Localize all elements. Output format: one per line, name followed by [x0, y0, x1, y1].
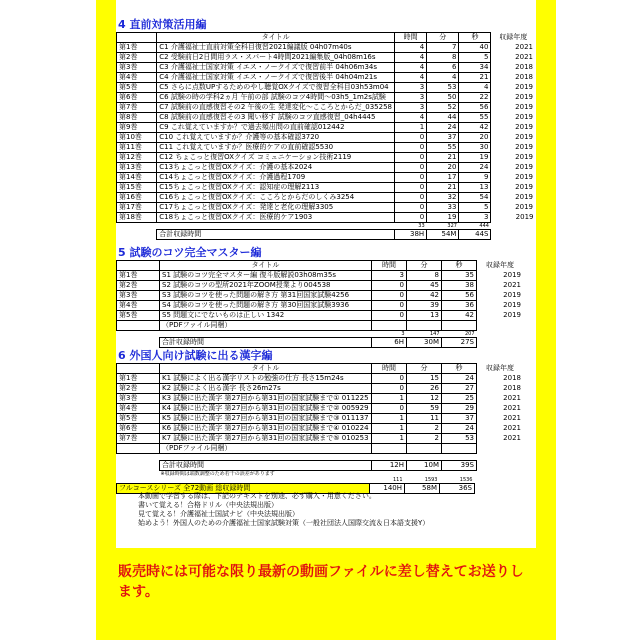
- table-header: [117, 261, 524, 271]
- volume-label: 第4巻: [117, 404, 160, 414]
- seconds-cell: 27: [442, 384, 477, 394]
- table-row: [117, 444, 524, 454]
- video-title: C1 介護福祉士直前対策全科目復習2021編議版 04h07m40s: [157, 43, 395, 53]
- hours-cell: 1: [395, 123, 427, 133]
- hours-cell: 4: [395, 43, 427, 53]
- minutes-cell: 4: [427, 73, 459, 83]
- minutes-cell: [407, 444, 442, 454]
- seconds-cell: 5: [459, 53, 491, 63]
- year-cell: 2019: [515, 203, 533, 211]
- year-cell: 2021: [503, 394, 521, 402]
- seconds-cell: 36: [442, 301, 477, 311]
- minutes-cell: 32: [427, 193, 459, 203]
- header-year: 収録年度: [477, 364, 524, 374]
- year-cell: 2019: [503, 291, 521, 299]
- seconds-cell: [442, 321, 477, 331]
- total-label: 合計収録時間: [160, 461, 372, 471]
- total-s: 27S: [442, 338, 477, 348]
- volume-label: 第4巻: [117, 73, 157, 83]
- minutes-cell: 24: [427, 123, 459, 133]
- grand-total-h: 140H: [370, 484, 405, 494]
- table-row: [117, 384, 524, 394]
- seconds-cell: 56: [459, 103, 491, 113]
- volume-label: 第7巻: [117, 434, 160, 444]
- year-cell: 2019: [515, 183, 533, 191]
- video-title: C11 これ覚えていますか？医療的ケアの直前確認5530: [157, 143, 395, 153]
- video-title: （PDFファイル同梱）: [160, 444, 372, 454]
- video-title: K3 試験に出た漢字 第27回から第31回の国家試験まで① 011225: [160, 394, 372, 404]
- header-s: 秒: [442, 261, 477, 271]
- volume-label: 第10巻: [117, 133, 157, 143]
- table-row: [117, 113, 536, 123]
- document-page: [116, 0, 536, 548]
- video-title: C5 さらに点数UPするためのやし聴覚OXクイズで復習全科目03h53m04: [157, 83, 395, 93]
- table-row: [117, 43, 536, 53]
- grand-subtotal-m: 1593: [424, 477, 438, 483]
- seconds-cell: 25: [442, 394, 477, 404]
- hours-cell: 0: [372, 301, 407, 311]
- minutes-cell: 11: [407, 414, 442, 424]
- year-cell: 2021: [503, 424, 521, 432]
- total-h: 12H: [372, 461, 407, 471]
- header-m: 分: [407, 261, 442, 271]
- seconds-cell: 9: [459, 173, 491, 183]
- note-line: 本動画で学習する際は、下記のテキストを別途、必ず購入・用意ください。: [138, 492, 376, 500]
- total-s: 39S: [442, 461, 477, 471]
- subtotal-row: [117, 223, 536, 230]
- year-cell: 2019: [515, 123, 533, 131]
- total-m: 30M: [407, 338, 442, 348]
- volume-label: 第2巻: [117, 53, 157, 63]
- hours-cell: 4: [395, 73, 427, 83]
- year-cell: [477, 444, 524, 454]
- year-cell: 2019: [515, 213, 534, 221]
- table-row: [117, 123, 536, 133]
- table-row: [117, 163, 536, 173]
- seconds-cell: 4: [459, 83, 491, 93]
- hours-cell: 1: [372, 394, 407, 404]
- total-row: [117, 338, 524, 348]
- total-h: 6H: [372, 338, 407, 348]
- volume-label: 第1巻: [117, 271, 160, 281]
- volume-label: 第4巻: [117, 301, 160, 311]
- seconds-cell: 38: [442, 281, 477, 291]
- video-title: C8 試験前の直感復習その3 聞い移す 試験のコツ直感復習_04h4445: [157, 113, 395, 123]
- header-m: 分: [407, 364, 442, 374]
- video-title: C3 介護福祉士国家対策 イエス・ノークイズで復習前半 04h06m34s: [157, 63, 395, 73]
- seconds-cell: 40: [459, 43, 491, 53]
- year-cell: 2021: [503, 414, 521, 422]
- subtotal-h: [372, 454, 407, 461]
- minutes-cell: 39: [407, 301, 442, 311]
- table-row: [117, 394, 524, 404]
- header-s: 秒: [442, 364, 477, 374]
- hours-cell: 3: [395, 93, 427, 103]
- video-title: （PDFファイル同梱）: [160, 321, 372, 331]
- notes: [138, 492, 556, 528]
- minutes-cell: 45: [407, 281, 442, 291]
- section-table: [116, 363, 524, 471]
- year-cell: 2019: [515, 83, 533, 91]
- hours-cell: 1: [372, 424, 407, 434]
- table-row: [117, 301, 524, 311]
- seconds-cell: 55: [459, 113, 491, 123]
- grand-total-table: [116, 471, 475, 494]
- k-note: ※収録時間は端数調整のため若干の誤差があります: [160, 471, 275, 477]
- minutes-cell: 8: [407, 271, 442, 281]
- grand-subtotal-h: 111: [392, 477, 403, 483]
- video-title: C7 試験前の直感復習その2 午後の生 発達変化～こころとからだ_035258: [157, 103, 395, 113]
- minutes-cell: 52: [427, 103, 459, 113]
- hours-cell: 0: [395, 213, 427, 223]
- table-row: [117, 321, 524, 331]
- volume-label: 第16巻: [117, 193, 157, 203]
- header-title: タイトル: [157, 33, 395, 43]
- minutes-cell: 44: [427, 113, 459, 123]
- video-title: S2 試験のコツの型所2021年ZOOM授業より004538: [160, 281, 372, 291]
- minutes-cell: 33: [427, 203, 459, 213]
- seconds-cell: 42: [459, 123, 491, 133]
- section-6: [116, 349, 524, 494]
- video-title: C6 試験の時の学科2ヵ月 午前の部 試験のコツ4時間～03h5_1m2s試験: [157, 93, 395, 103]
- minutes-cell: 13: [407, 311, 442, 321]
- volume-label: 第1巻: [117, 374, 160, 384]
- video-title: S1 試験のコツ完全マスター編 復斗版解説03h08m35s: [160, 271, 372, 281]
- video-title: C2 受験前日2日間用ラス・スパート4時間2021編集版_04h08m16s: [157, 53, 395, 63]
- table-row: [117, 103, 536, 113]
- seconds-cell: 19: [459, 153, 491, 163]
- hours-cell: [372, 444, 407, 454]
- section-title: 5 試験のコツ完全マスター編: [118, 246, 262, 259]
- video-title: C16ちょこっと復習OXクイズ：こころとからだのしくみ3254: [157, 193, 395, 203]
- volume-label: 第13巻: [117, 163, 157, 173]
- volume-label: 第2巻: [117, 281, 160, 291]
- table-row: [117, 271, 524, 281]
- video-title: C13ちょこっと復習OXクイズ：介護の基本2024: [157, 163, 395, 173]
- volume-label: 第6巻: [117, 424, 160, 434]
- hours-cell: 0: [372, 374, 407, 384]
- minutes-cell: 8: [427, 53, 459, 63]
- year-cell: 2019: [503, 301, 521, 309]
- total-h: 38H: [395, 230, 427, 240]
- total-row: [117, 230, 536, 240]
- video-title: K4 試験に出た漢字 第27回から第31回の国家試験まで② 005929: [160, 404, 372, 414]
- table-row: [117, 213, 536, 223]
- subtotal-m: 327: [447, 223, 457, 229]
- table-header: [117, 364, 524, 374]
- section-title: 4 直前対策活用編: [118, 18, 207, 31]
- header-blank: [117, 33, 157, 43]
- subtotal-h: 33: [418, 223, 425, 229]
- total-m: 10M: [407, 461, 442, 471]
- video-title: C17ちょこっと復習OXクイズ：発達と老化の理解3305: [157, 203, 395, 213]
- minutes-cell: [407, 321, 442, 331]
- hours-cell: 1: [372, 434, 407, 444]
- seconds-cell: 56: [442, 291, 477, 301]
- table-row: [117, 404, 524, 414]
- table-row: [117, 63, 536, 73]
- grand-subtotal-s: 1536: [459, 477, 473, 483]
- video-title: K1 試験によく出る漢字リストの勉強の仕方 長さ15m24s: [160, 374, 372, 384]
- minutes-cell: 42: [407, 291, 442, 301]
- video-title: C4 介護福祉士国家対策 イエス・ノークイズで復習後半 04h04m21s: [157, 73, 395, 83]
- volume-label: 第18巻: [117, 213, 157, 223]
- table-row: [117, 291, 524, 301]
- year-cell: 2019: [515, 113, 533, 121]
- table-row: [117, 424, 524, 434]
- video-title: K7 試験に出た漢字 第27回から第31回の国家試験まで⑤ 010253: [160, 434, 372, 444]
- note-line: 始めよう！外国人のための介護福祉士国家試験対策（一般社団法人国際交流＆日本語支援Y）: [138, 519, 430, 527]
- hours-cell: 0: [395, 153, 427, 163]
- hours-cell: 4: [395, 53, 427, 63]
- table-row: [117, 281, 524, 291]
- year-cell: 2019: [515, 103, 533, 111]
- table-row: [117, 374, 524, 384]
- table-row: [117, 53, 536, 63]
- note-line: 書いて覚える！合格ドリル（中央法規出版）: [138, 501, 278, 509]
- grand-total-s: 36S: [440, 484, 475, 494]
- hours-cell: 3: [395, 83, 427, 93]
- video-title: C18ちょこっと復習OXクイズ：医療的ケア1903: [157, 213, 395, 223]
- seconds-cell: 24: [459, 163, 491, 173]
- seconds-cell: 53: [442, 434, 477, 444]
- seconds-cell: [442, 444, 477, 454]
- video-title: C9 これ覚えていますか？で過去頻出問の直前確認012442: [157, 123, 395, 133]
- header-h: 時間: [372, 364, 407, 374]
- grand-total-m: 58M: [405, 484, 440, 494]
- year-cell: 2019: [515, 193, 533, 201]
- seconds-cell: 3: [459, 213, 491, 223]
- volume-label: 第7巻: [117, 103, 157, 113]
- total-label: 合計収録時間: [157, 230, 395, 240]
- volume-label: 第15巻: [117, 183, 157, 193]
- hours-cell: 0: [395, 193, 427, 203]
- volume-label: 第6巻: [117, 93, 157, 103]
- seconds-cell: 42: [442, 311, 477, 321]
- hours-cell: 1: [372, 414, 407, 424]
- volume-label: 第17巻: [117, 203, 157, 213]
- hours-cell: 0: [395, 133, 427, 143]
- table-row: [117, 173, 536, 183]
- volume-label: 第8巻: [117, 113, 157, 123]
- volume-label: 第5巻: [117, 83, 157, 93]
- table-row: [117, 414, 524, 424]
- seconds-cell: 20: [459, 133, 491, 143]
- minutes-cell: 53: [427, 83, 459, 93]
- table-row: [117, 183, 536, 193]
- header-s: 秒: [459, 33, 491, 43]
- section-4: [116, 18, 536, 240]
- yellow-sheet: [96, 0, 556, 640]
- table-row: [117, 83, 536, 93]
- volume-label: 第9巻: [117, 123, 157, 133]
- hours-cell: 4: [395, 113, 427, 123]
- hours-cell: 0: [395, 163, 427, 173]
- minutes-cell: 59: [407, 404, 442, 414]
- video-title: C12 ちょこっと復習OXクイズ コミュニケーション技術2119: [157, 153, 395, 163]
- header-title: タイトル: [160, 261, 372, 271]
- header-h: 時間: [372, 261, 407, 271]
- total-s: 44S: [459, 230, 491, 240]
- seconds-cell: 24: [442, 374, 477, 384]
- volume-label: 第1巻: [117, 43, 157, 53]
- header-h: 時間: [395, 33, 427, 43]
- total-row: [117, 461, 524, 471]
- minutes-cell: 21: [427, 153, 459, 163]
- video-title: S3 試験のコツを使った問題の解き方 第31回国家試験4256: [160, 291, 372, 301]
- year-cell: 2019: [515, 143, 533, 151]
- minutes-cell: 19: [427, 213, 459, 223]
- year-cell: 2019: [515, 153, 533, 161]
- minutes-cell: 55: [427, 143, 459, 153]
- year-cell: 2021: [503, 281, 521, 289]
- year-cell: 2019: [503, 271, 521, 279]
- hours-cell: 0: [372, 281, 407, 291]
- table-row: [117, 73, 536, 83]
- hours-cell: 0: [395, 203, 427, 213]
- table-row: [117, 143, 536, 153]
- volume-label: [117, 321, 160, 331]
- volume-label: 第11巻: [117, 143, 157, 153]
- header-title: タイトル: [160, 364, 372, 374]
- minutes-cell: 50: [427, 93, 459, 103]
- year-cell: [477, 321, 524, 331]
- seconds-cell: 37: [442, 414, 477, 424]
- hours-cell: 0: [372, 404, 407, 414]
- header-year: 収録年度: [477, 261, 524, 271]
- section-5: [116, 246, 524, 348]
- subtotal-s: [442, 454, 477, 461]
- seconds-cell: 29: [442, 404, 477, 414]
- minutes-cell: 17: [427, 173, 459, 183]
- header-blank: [117, 364, 160, 374]
- hours-cell: 3: [395, 103, 427, 113]
- volume-label: [117, 444, 160, 454]
- seconds-cell: 21: [459, 73, 491, 83]
- minutes-cell: 37: [427, 133, 459, 143]
- minutes-cell: 2: [407, 424, 442, 434]
- minutes-cell: 12: [407, 394, 442, 404]
- seconds-cell: 30: [459, 143, 491, 153]
- seconds-cell: 5: [459, 203, 491, 213]
- volume-label: 第3巻: [117, 394, 160, 404]
- volume-label: 第5巻: [117, 311, 160, 321]
- total-label: 合計収録時間: [160, 338, 372, 348]
- minutes-cell: 21: [427, 183, 459, 193]
- minutes-cell: 26: [407, 384, 442, 394]
- year-cell: 2018: [515, 63, 533, 71]
- section-title: 6 外国人向け試験に出る漢字編: [118, 349, 273, 362]
- seconds-cell: 54: [459, 193, 491, 203]
- year-cell: 2021: [515, 53, 533, 61]
- video-title: C10 これ覚えていますか？介護等の基本確認3720: [157, 133, 395, 143]
- year-cell: 2021: [503, 434, 521, 442]
- year-cell: 2019: [515, 173, 533, 181]
- minutes-cell: 20: [427, 163, 459, 173]
- video-title: K2 試験によく出る漢字 長さ26m27s: [160, 384, 372, 394]
- table-row: [117, 133, 536, 143]
- subtotal-m: [407, 454, 442, 461]
- table-header: [117, 33, 536, 43]
- seconds-cell: 34: [459, 63, 491, 73]
- footer-message: 販売時には可能な限り最新の動画ファイルに差し替えてお送りします。: [118, 564, 524, 600]
- year-cell: 2018: [503, 374, 521, 382]
- hours-cell: 0: [395, 143, 427, 153]
- minutes-cell: 2: [407, 434, 442, 444]
- table-row: [117, 203, 536, 213]
- year-cell: 2019: [515, 93, 533, 101]
- section-table: [116, 260, 524, 348]
- video-title: C14ちょこっと復習OXクイズ：介護過程1709: [157, 173, 395, 183]
- section-table: [116, 32, 536, 240]
- minutes-cell: 6: [427, 63, 459, 73]
- subtotal-s: 444: [479, 223, 489, 229]
- volume-label: 第3巻: [117, 63, 157, 73]
- hours-cell: 0: [395, 173, 427, 183]
- video-title: S5 問題文にでないものは正しい 1342: [160, 311, 372, 321]
- hours-cell: [372, 321, 407, 331]
- seconds-cell: 35: [442, 271, 477, 281]
- header-blank: [117, 261, 160, 271]
- volume-label: 第5巻: [117, 414, 160, 424]
- subtotal-m: 147: [429, 331, 440, 337]
- minutes-cell: 7: [427, 43, 459, 53]
- volume-label: 第2巻: [117, 384, 160, 394]
- hours-cell: 0: [372, 311, 407, 321]
- hours-cell: 4: [395, 63, 427, 73]
- video-title: S4 試験のコツを使った問題の解き方 第30回国家試験3936: [160, 301, 372, 311]
- year-cell: 2019: [503, 311, 521, 319]
- note-line: 見て覚える！介護福祉士国試ナビ（中央法規出版）: [138, 510, 299, 518]
- year-cell: 2021: [515, 43, 533, 51]
- volume-label: 第3巻: [117, 291, 160, 301]
- volume-label: 第14巻: [117, 173, 157, 183]
- total-m: 54M: [427, 230, 459, 240]
- hours-cell: 0: [372, 291, 407, 301]
- seconds-cell: 22: [459, 93, 491, 103]
- hours-cell: 0: [395, 183, 427, 193]
- seconds-cell: 13: [459, 183, 491, 193]
- seconds-cell: 24: [442, 424, 477, 434]
- table-row: [117, 93, 536, 103]
- hours-cell: 0: [372, 384, 407, 394]
- subtotal-s: 207: [464, 331, 475, 337]
- header-m: 分: [427, 33, 459, 43]
- grand-total-label: フルコースシリーズ 全72動画 総収録時間: [117, 484, 370, 494]
- table-row: [117, 434, 524, 444]
- video-title: K6 試験に出た漢字 第27回から第31回の国家試験まで④ 010224: [160, 424, 372, 434]
- minutes-cell: 15: [407, 374, 442, 384]
- subtotal-row: [117, 454, 524, 461]
- year-cell: 2018: [503, 384, 521, 392]
- subtotal-row: [117, 331, 524, 338]
- year-cell: 2019: [515, 163, 533, 171]
- video-title: C15ちょこっと復習OXクイズ：認知症の理解2113: [157, 183, 395, 193]
- volume-label: 第12巻: [117, 153, 157, 163]
- year-cell: 2019: [515, 133, 533, 141]
- hours-cell: 3: [372, 271, 407, 281]
- table-row: [117, 311, 524, 321]
- year-cell: 2018: [515, 73, 533, 81]
- video-title: K5 試験に出た漢字 第27回から第31回の国家試験まで③ 011137: [160, 414, 372, 424]
- subtotal-h: 3: [401, 331, 405, 337]
- year-cell: 2021: [503, 404, 521, 412]
- table-row: [117, 153, 536, 163]
- header-year: 収録年度: [491, 33, 536, 43]
- table-row: [117, 193, 536, 203]
